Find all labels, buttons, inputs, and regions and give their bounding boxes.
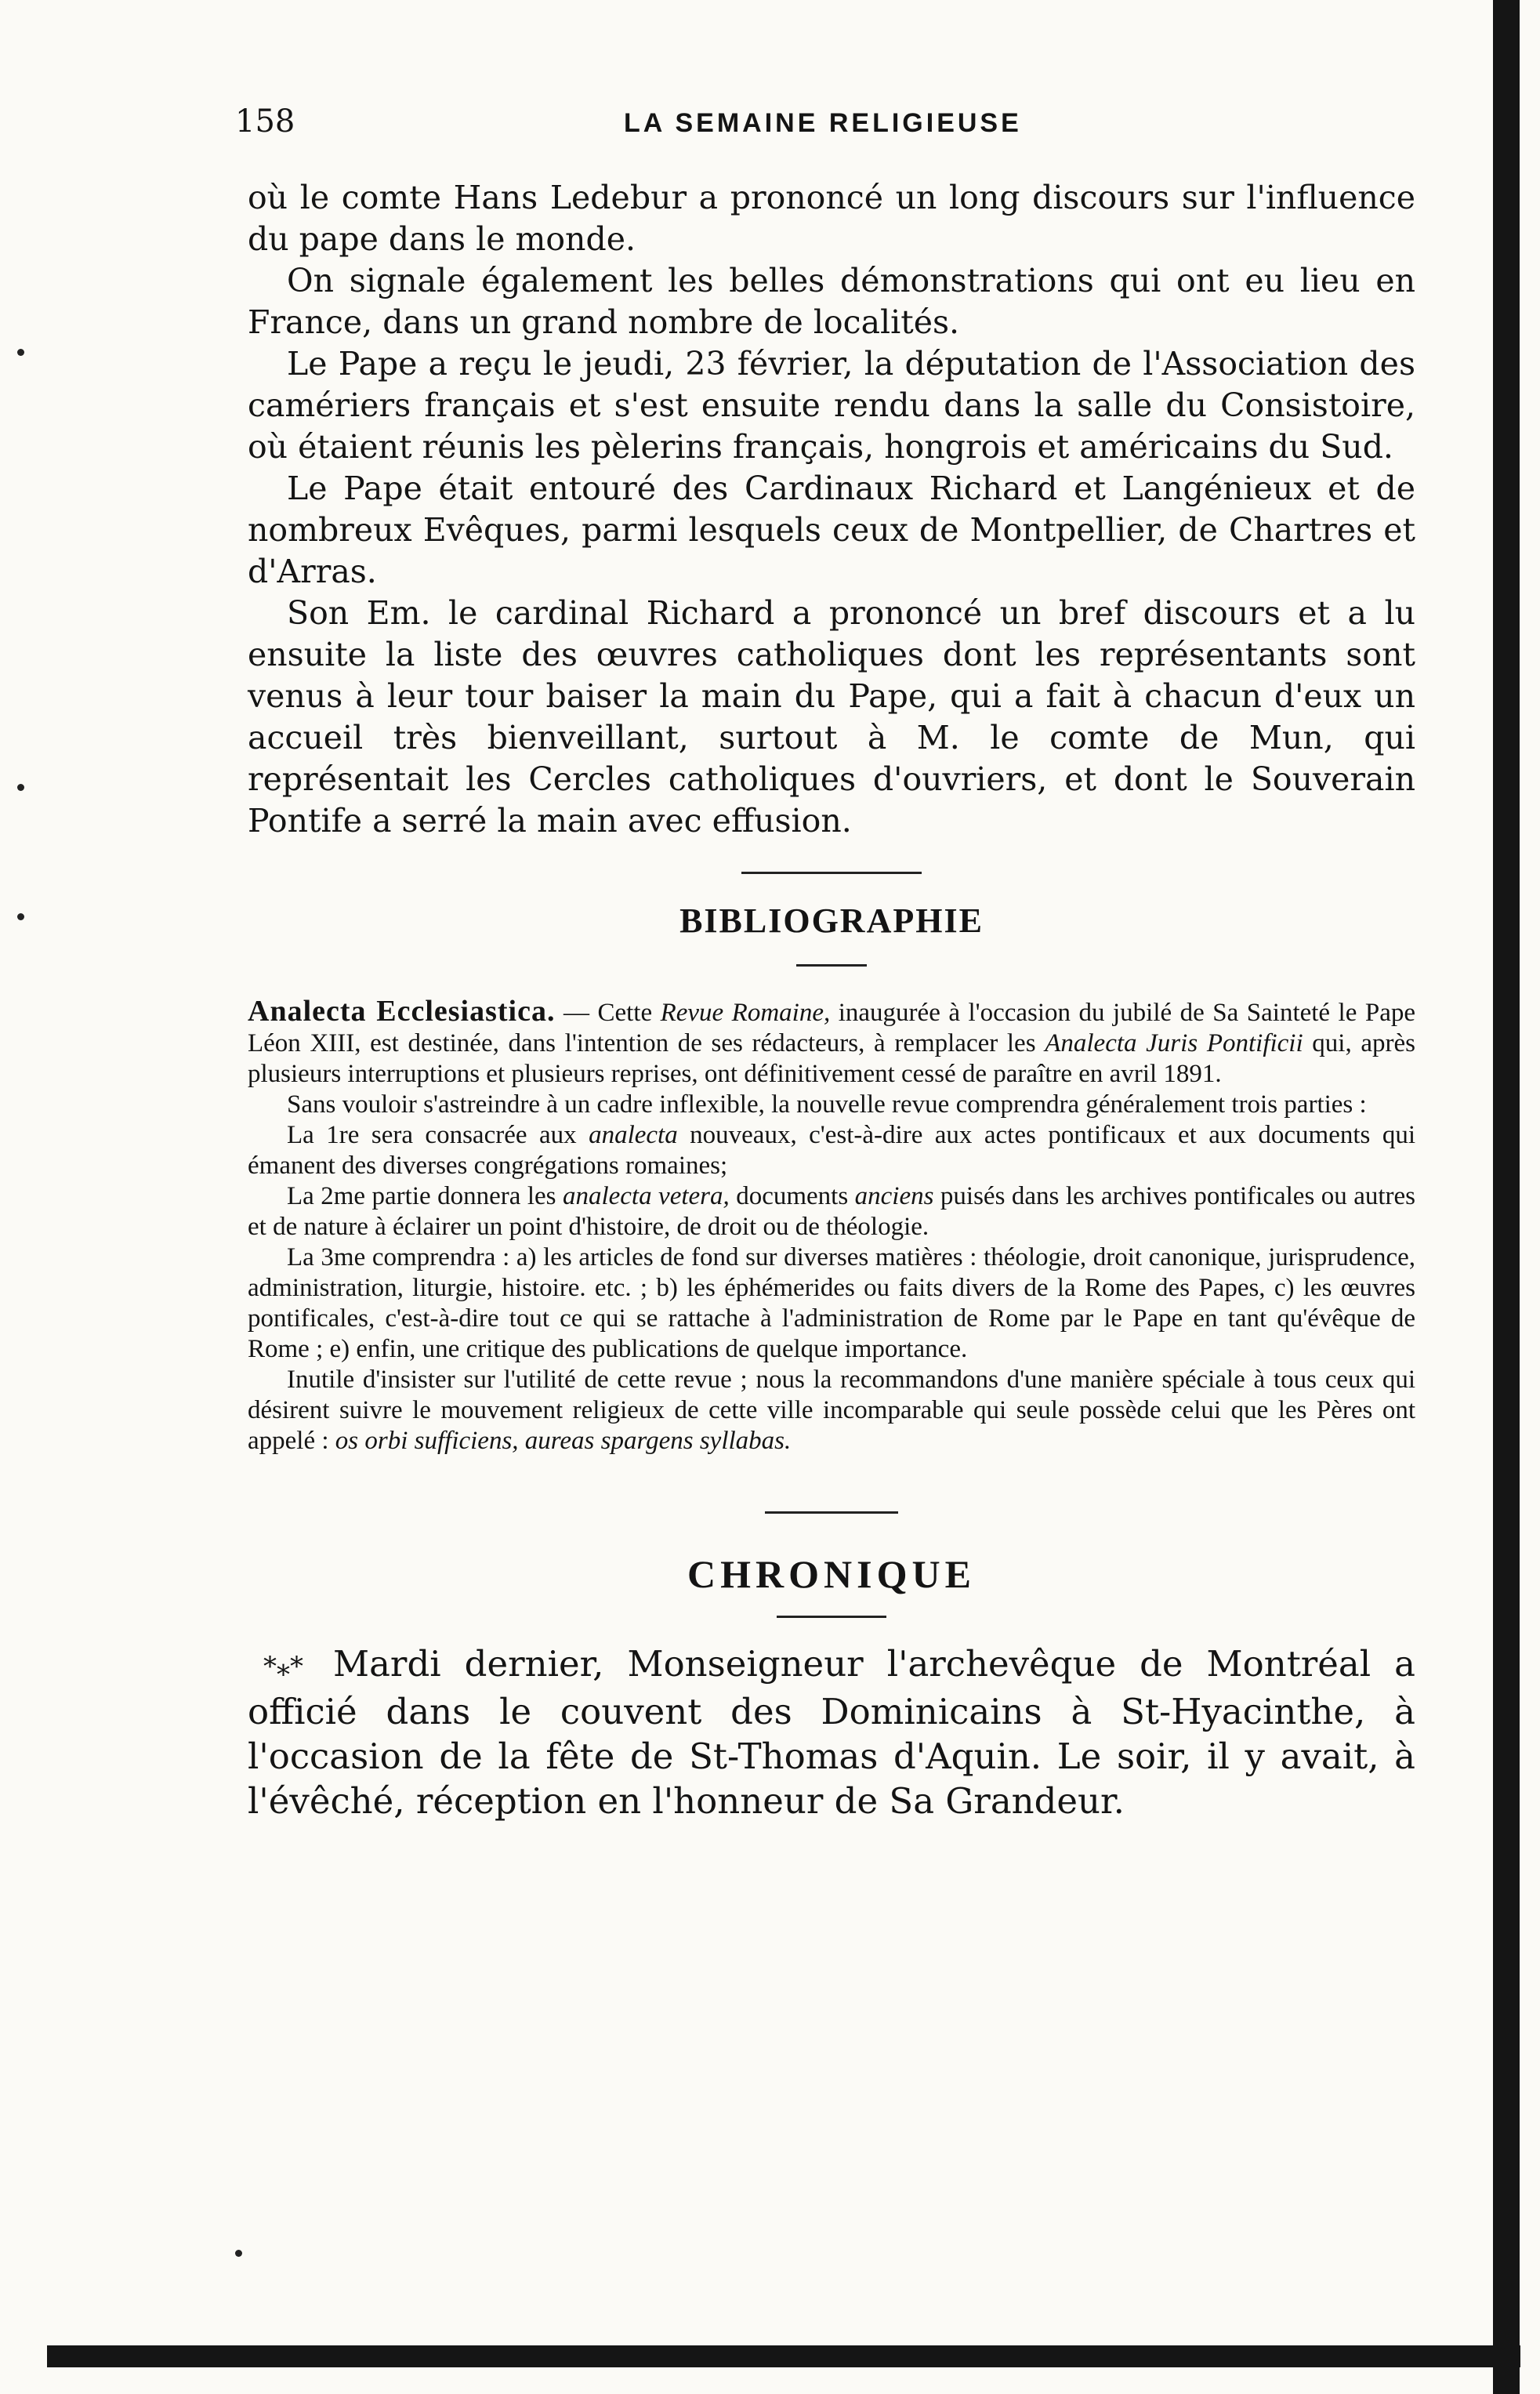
italic-run: analecta: [589, 1121, 678, 1149]
text-run: La 1re sera consacrée aux: [287, 1121, 589, 1149]
text-run: nouveaux, c'est-à-dire aux actes pontificaux et aux documents qui émanent des diverses congrégations romaines;: [248, 1121, 1416, 1180]
text-run: La 2me partie donnera les: [287, 1182, 563, 1210]
bib-paragraph: [248, 1120, 1415, 1181]
text-run: documents: [729, 1182, 855, 1210]
italic-run: anciens: [854, 1182, 934, 1210]
chronique-paragraph: [248, 1641, 1415, 1823]
paragraph: On signale également les belles démonstrations qui ont eu lieu en France, dans un grand nombre de localités.: [248, 262, 1415, 341]
page-body: [248, 177, 1415, 1823]
bibliographie-heading: BIBLIOGRAPHIE: [679, 901, 984, 940]
section-divider: [741, 872, 922, 874]
text-run: Mardi dernier, Monseigneur l'archevêque de Montréal a officié dans le couvent des Dominicains à St-Hyacinthe, à l'occasion de la fête de St-Thomas d'Aquin. Le soir, il y avait, à l'évêché, réception en l'honneur de Sa Grandeur.: [248, 1643, 1416, 1822]
text-run: Inutile d'insister sur l'utilité de cette revue ; nous la recommandons d'une manière spéciale à tous ceux qui désirent suivre le mouvement religieux de cette ville incomparable qui seule possède celui que les Pères ont appelé :: [248, 1366, 1415, 1455]
chronique-heading: CHRONIQUE: [687, 1552, 976, 1596]
margin-speck: [17, 913, 24, 920]
bib-paragraph: Sans vouloir s'astreindre à un cadre inflexible, la nouvelle revue comprendra généralement trois parties :: [287, 1090, 1367, 1119]
news-section: [248, 177, 1415, 842]
heading-underline: [777, 1616, 886, 1618]
bib-paragraph: [248, 996, 1415, 1090]
paragraph: où le comte Hans Ledebur a prononcé un long discours sur l'influence du pape dans le monde.: [248, 179, 1415, 258]
bib-entry-title: Analecta Ecclesiastica.: [248, 995, 556, 1028]
chronique-section: [248, 1641, 1415, 1823]
page-header: [235, 103, 1426, 151]
text-run: — Cette: [555, 999, 661, 1027]
section-divider: [765, 1511, 898, 1514]
paragraph: Le Pape était entouré des Cardinaux Richard et Langénieux et de nombreux Evêques, parmi lesquels ceux de Montpellier, de Chartres et d'Arras.: [248, 470, 1415, 590]
bibliographie-section: [248, 996, 1415, 1456]
margin-speck: [235, 2250, 242, 2257]
italic-run: analecta vetera,: [562, 1182, 730, 1210]
italic-run: os orbi sufficiens, aureas spargens syllabas.: [335, 1427, 792, 1455]
right-border-bar: [1493, 0, 1520, 2394]
italic-run: Revue Romaine,: [660, 999, 831, 1027]
bib-paragraph: [248, 1181, 1415, 1242]
page-number: 158: [235, 103, 295, 140]
italic-run: Analecta Juris Pontificii: [1045, 1029, 1303, 1057]
paragraph: Le Pape a reçu le jeudi, 23 février, la députation de l'Association des camériers français et s'est ensuite rendu dans la salle du Consistoire, où étaient réunis les pèlerins français, hongrois et américains du Sud.: [248, 345, 1415, 466]
running-title: LA SEMAINE RELIGIEUSE: [624, 108, 1022, 138]
paragraph: Son Em. le cardinal Richard a prononcé un bref discours et a lu ensuite la liste des œuvres catholiques dont les représentants sont venus à leur tour baiser la main du Pape, qui a fait à chacun d'eux un accueil très bienveillant, surtout à M. le comte de Mun, qui représentait les Cercles catholiques d'ouvriers, et dont le Souverain Pontife a serré la main avec effusion.: [248, 594, 1415, 840]
margin-speck: [17, 349, 24, 356]
bib-paragraph: La 3me comprendra : a) les articles de fond sur diverses matières : théologie, droit canonique, jurisprudence, administration, liturgie, histoire. etc. ; b) les éphémerides ou faits divers de la Rome des Papes, c) les œuvres pontificales, c'est-à-dire tout ce qui se rattache à l'administration de Rome par le Pape en tant qu'évêque de Rome ; e) enfin, une critique des publications de quelque importance.: [248, 1243, 1415, 1363]
text-run: qui, après plusieurs interruptions et plusieurs reprises, ont définitivement cessé de paraître en avril 1891.: [248, 1029, 1415, 1088]
text-run: inaugurée à l'occasion du jubilé de Sa Sainteté le Pape Léon XIII, est destinée, dans l'intention de ses rédacteurs, à remplacer les: [248, 999, 1416, 1057]
margin-speck: [17, 784, 24, 791]
heading-underline: [796, 964, 867, 967]
bib-paragraph: [248, 1365, 1415, 1456]
asterism-mark: *⁎*: [263, 1651, 303, 1682]
bottom-border-bar: [47, 2345, 1520, 2367]
text-run: puisés dans les archives pontificales ou autres et de nature à éclairer un point d'histoire, de droit ou de théologie.: [248, 1182, 1415, 1241]
